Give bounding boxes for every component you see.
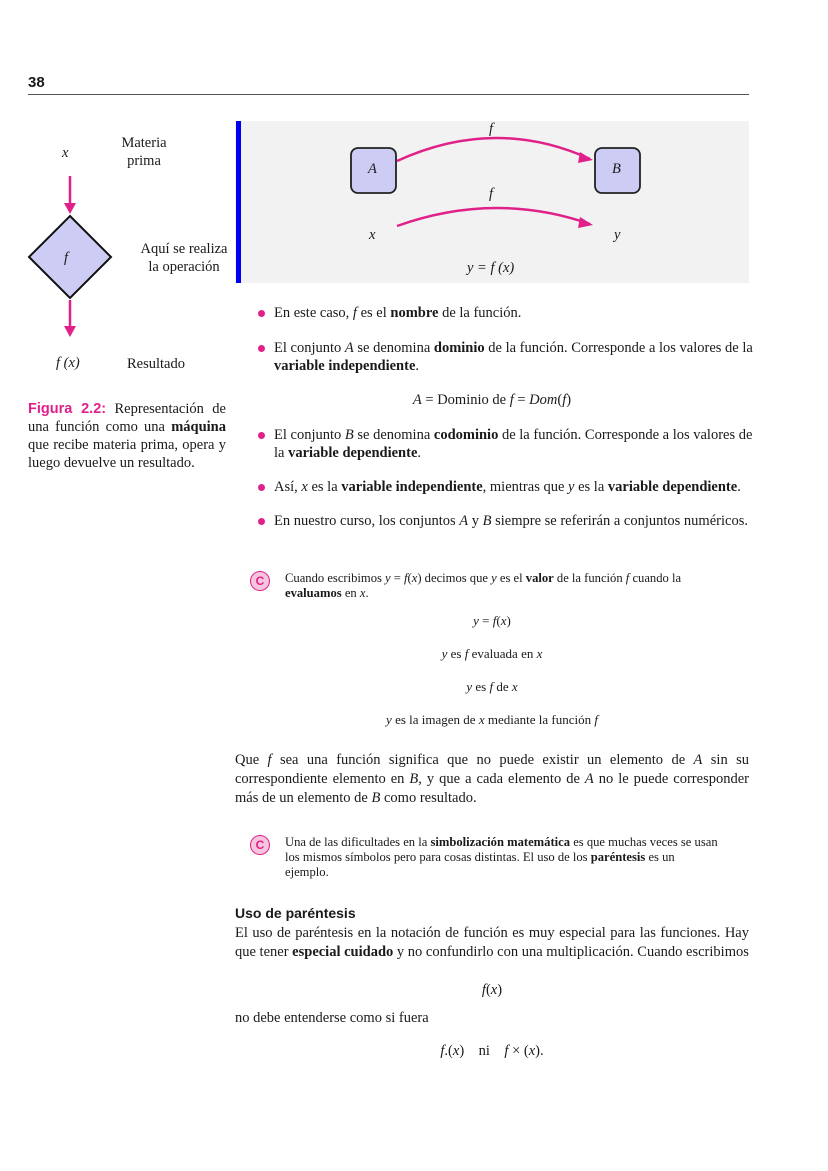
bullet-icon <box>258 432 265 439</box>
bold-text: variable independiente <box>274 358 416 374</box>
figure-input: x <box>62 145 69 161</box>
formula <box>235 982 749 999</box>
text-run: se denomina <box>353 427 434 443</box>
bullet-icon <box>258 310 265 317</box>
text-run: ) ni <box>459 1043 505 1059</box>
paragraph: no debe entenderse como si fuera <box>235 1010 429 1026</box>
bullet-text <box>274 426 753 462</box>
page-number: 38 <box>28 74 45 91</box>
text-run: es <box>472 679 490 694</box>
text-run: ) <box>497 982 503 998</box>
figure-output-label: Resultado <box>127 356 185 372</box>
text-run: es la imagen de <box>391 712 479 727</box>
bold-text: especial cuidado <box>292 944 394 960</box>
bullet-icon <box>258 345 265 352</box>
arrowhead-icon <box>64 203 76 214</box>
figure-label: Figura 2.2: <box>28 401 107 417</box>
bold-text: máquina <box>171 419 226 435</box>
set-b-label: B <box>612 161 621 177</box>
text-run: = <box>478 613 493 628</box>
formula <box>235 1043 749 1060</box>
text-run: ( <box>496 613 501 628</box>
text-run: que recibe materia prima, opera y luego devuelve un resultado. <box>28 437 226 471</box>
math-symbol: y <box>386 712 392 727</box>
math-symbol: A <box>344 340 354 356</box>
machine-diagram <box>20 170 120 345</box>
label-line: la operación <box>148 259 220 275</box>
text-run: es la <box>307 479 342 495</box>
text-run: . <box>415 358 420 374</box>
math-symbol: f <box>489 679 494 694</box>
math-symbol: f <box>509 392 514 408</box>
text-run: × ( <box>508 1043 529 1059</box>
text-run: El uso de paréntesis en la notación de función es muy especial para las funciones. Hay que tener <box>235 925 749 960</box>
arrowhead-icon <box>578 152 593 163</box>
text-run: de <box>493 679 512 694</box>
arrow-a-to-b <box>397 138 590 161</box>
bold-text: evaluamos <box>285 586 342 600</box>
math-symbol: A <box>693 752 703 768</box>
text-run: siempre se referirán a conjuntos numéricos. <box>491 513 748 529</box>
x-label: x <box>369 227 376 243</box>
text-run: = <box>390 571 405 585</box>
bold-text: variable dependiente <box>288 445 418 461</box>
machine-description <box>135 240 233 276</box>
paragraph <box>235 751 749 808</box>
bullet-item <box>258 478 753 496</box>
y-label: y <box>614 227 621 243</box>
text-run: sin su correspondiente elemento en <box>235 752 749 787</box>
bold-text: dominio <box>433 340 485 356</box>
math-symbol: A <box>459 513 469 529</box>
bullet-text <box>274 478 753 496</box>
math-symbol: f <box>625 571 630 585</box>
math-symbol: f <box>562 392 567 408</box>
note-c-icon: C <box>250 835 270 855</box>
math-symbol: f <box>481 982 486 998</box>
math-symbol: y <box>385 571 391 585</box>
math-symbol: f <box>267 752 272 768</box>
text-run: es <box>447 646 465 661</box>
note-equation <box>235 712 749 728</box>
bullet-item <box>258 339 753 375</box>
math-symbol: B <box>482 513 492 529</box>
figure-output: f (x) <box>56 355 80 371</box>
text-run: , mientras que <box>482 479 569 495</box>
math-symbol: x <box>528 1043 536 1059</box>
note-box <box>250 835 720 880</box>
arrow-label-bottom: f <box>489 186 494 202</box>
text-run: = <box>513 392 530 408</box>
text-run: Cuando escribimos <box>285 571 386 585</box>
math-symbol: x <box>301 479 308 495</box>
bullet-item <box>258 426 753 462</box>
note-text <box>285 571 720 601</box>
bullet-item <box>258 512 753 530</box>
math-symbol: f <box>504 1043 509 1059</box>
bold-text: variable independiente <box>341 479 483 495</box>
text-run: en <box>341 586 360 600</box>
text-run: Representación de una función como una <box>28 401 226 435</box>
math-symbol: f <box>352 305 357 321</box>
arrowhead-icon <box>64 326 76 337</box>
text-run: En nuestro curso, los conjuntos <box>274 513 460 529</box>
figure-input-label <box>112 134 176 170</box>
math-symbol: x <box>536 646 543 661</box>
bullet-icon <box>258 484 265 491</box>
text-run: es el <box>496 571 526 585</box>
text-run: se denomina <box>353 340 434 356</box>
label-line: Aquí se realiza <box>140 241 228 257</box>
bold-text: codominio <box>433 427 499 443</box>
text-run: y <box>468 513 483 529</box>
bold-text: nombre <box>390 305 439 321</box>
arrow-x-to-y <box>397 208 590 226</box>
text-run: ( <box>407 571 412 585</box>
math-symbol: B <box>371 790 381 806</box>
text-run: evaluada en <box>468 646 537 661</box>
math-symbol: x <box>452 1043 460 1059</box>
bold-text: simbolización matemática <box>430 835 571 849</box>
math-symbol: f <box>594 712 598 727</box>
note-text <box>285 835 720 880</box>
note-c-icon: C <box>250 571 270 591</box>
text-run: es que muchas veces se usan los mismos símbolos pero para cosas distintas. El uso de los <box>285 835 718 864</box>
math-symbol: A <box>584 771 594 787</box>
arrow-label-top: f <box>489 121 494 137</box>
text-run: cuando la <box>629 571 682 585</box>
text-run: ). <box>535 1043 544 1059</box>
bullet-text <box>274 512 753 530</box>
text-run: de la función <box>553 571 626 585</box>
bold-text: valor <box>525 571 554 585</box>
text-run: ) <box>566 392 572 408</box>
text-run: es un ejemplo. <box>285 850 675 879</box>
paragraph <box>235 924 749 962</box>
label-line: Materia <box>121 135 167 151</box>
math-symbol: B <box>409 771 419 787</box>
math-symbol: y <box>473 613 479 628</box>
math-symbol: f <box>404 571 408 585</box>
math-symbol: x <box>411 571 418 585</box>
text-run: como resultado. <box>380 790 477 806</box>
math-symbol: x <box>359 586 366 600</box>
text-run: . <box>737 479 741 495</box>
math-symbol: A <box>412 392 422 408</box>
set-a-label: A <box>368 161 377 177</box>
text-run: no le puede corresponder más de un elemento de <box>235 771 749 806</box>
header-rule <box>28 94 749 95</box>
text-run: = Dominio de <box>421 392 510 408</box>
text-run: El conjunto <box>274 427 345 443</box>
text-run: es la <box>574 479 608 495</box>
bullet-text <box>274 339 753 375</box>
bold-text: paréntesis <box>590 850 646 864</box>
figure-caption <box>28 400 226 472</box>
math-symbol: f <box>464 646 469 661</box>
text-run: ( <box>557 392 563 408</box>
text-run: El conjunto <box>274 340 345 356</box>
text-run: En este caso, <box>274 305 353 321</box>
math-symbol: f <box>440 1043 445 1059</box>
text-run: mediante la función <box>484 712 595 727</box>
text-run: ) decimos que <box>417 571 492 585</box>
math-symbol: B <box>344 427 354 443</box>
text-run: sea una función significa que no puede existir un elemento de <box>271 752 694 768</box>
domain-formula <box>235 392 749 409</box>
label-line: prima <box>127 153 161 169</box>
bullet-icon <box>258 518 265 525</box>
math-symbol: y <box>568 479 575 495</box>
text-run: de la función. Corresponde a los valores de la <box>484 340 753 356</box>
section-heading: Uso de paréntesis <box>235 905 356 921</box>
note-equation <box>235 613 749 629</box>
text-run: .( <box>444 1043 453 1059</box>
text-run: Que <box>235 752 268 768</box>
bullet-text <box>274 304 753 322</box>
text-run: de la función. Corresponde a los valores de la <box>274 427 753 461</box>
math-symbol: y <box>441 646 448 661</box>
text-run: Una de las dificultades en la <box>285 835 431 849</box>
text-run: ( <box>485 982 491 998</box>
arrowhead-icon <box>578 217 593 228</box>
note-box <box>250 571 720 601</box>
math-symbol: Dom <box>529 392 558 408</box>
note-equation <box>235 679 749 695</box>
text-run: ) <box>506 613 511 628</box>
text-run: . <box>365 586 369 600</box>
note-equation <box>235 646 749 662</box>
math-symbol: x <box>500 613 507 628</box>
bold-text: variable dependiente <box>607 479 738 495</box>
machine-diamond <box>29 216 111 298</box>
math-symbol: x <box>490 982 498 998</box>
text-run: , y que a cada elemento de <box>418 771 585 787</box>
text-run: es el <box>356 305 391 321</box>
math-symbol: x <box>511 679 518 694</box>
math-symbol: y <box>491 571 497 585</box>
text-run: de la función. <box>438 305 522 321</box>
text-run: . <box>417 445 422 461</box>
math-symbol: x <box>478 712 485 727</box>
text-run: Así, <box>274 479 302 495</box>
equation: y = f (x) <box>467 260 515 276</box>
text-run: y no confundirlo con una multiplicación. Cuando escribimos <box>393 944 749 960</box>
bullet-item <box>258 304 753 322</box>
machine-label: f <box>64 250 69 266</box>
math-symbol: f <box>492 613 497 628</box>
math-symbol: y <box>466 679 473 694</box>
